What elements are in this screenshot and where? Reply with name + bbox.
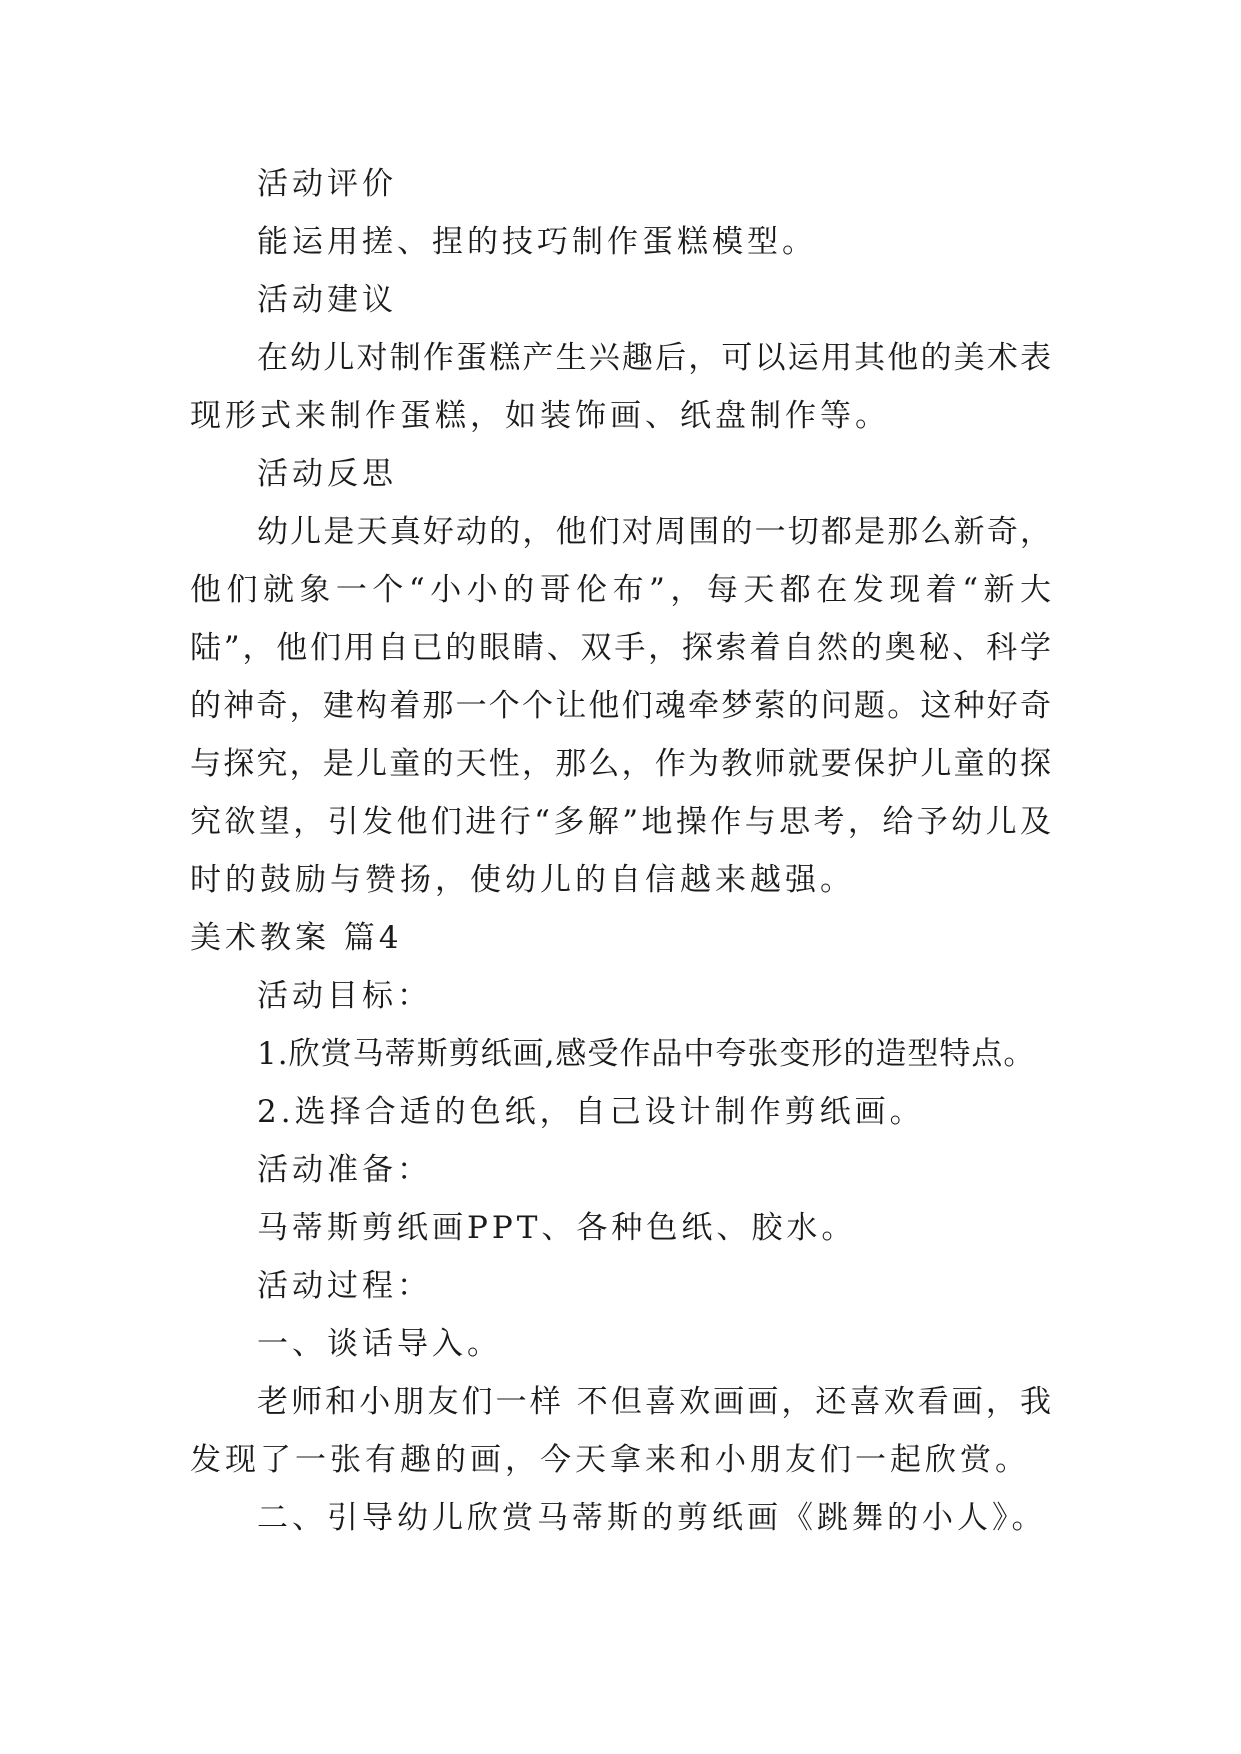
paragraph-line: 现形式来制作蛋糕，如装饰画、纸盘制作等。 — [190, 398, 890, 434]
paragraph-line: 与探究，是儿童的天性，那么，作为教师就要保护儿童的探 — [190, 746, 1052, 782]
list-item: 1.欣赏马蒂斯剪纸画,感受作品中夸张变形的造型特点。 — [257, 1036, 1036, 1072]
section-title: 美术教案 篇4 — [190, 920, 403, 956]
paragraph-line: 究欲望，引发他们进行“多解”地操作与思考，给予幼儿及 — [190, 804, 1052, 840]
paragraph-line: 幼儿是天真好动的，他们对周围的一切都是那么新奇， — [257, 514, 1052, 550]
heading-activity-evaluation: 活动评价 — [257, 166, 397, 202]
heading-activity-preparation: 活动准备： — [257, 1152, 432, 1188]
step-heading: 二、引导幼儿欣赏马蒂斯的剪纸画《跳舞的小人》。 — [257, 1500, 1047, 1536]
heading-activity-reflection: 活动反思 — [257, 456, 397, 492]
paragraph-line: 发现了一张有趣的画，今天拿来和小朋友们一起欣赏。 — [190, 1442, 1030, 1478]
paragraph-line: 陆”，他们用自已的眼睛、双手，探索着自然的奥秘、科学 — [190, 630, 1052, 666]
list-item: 2.选择合适的色纸，自己设计制作剪纸画。 — [257, 1094, 925, 1130]
paragraph-line: 时的鼓励与赞扬，使幼儿的自信越来越强。 — [190, 862, 855, 898]
heading-activity-process: 活动过程： — [257, 1268, 432, 1304]
step-heading: 一、谈话导入。 — [257, 1326, 502, 1362]
paragraph-line: 马蒂斯剪纸画PPT、各种色纸、胶水。 — [257, 1210, 857, 1246]
paragraph-line: 能运用搓、捏的技巧制作蛋糕模型。 — [257, 224, 817, 260]
paragraph-line: 在幼儿对制作蛋糕产生兴趣后，可以运用其他的美术表 — [257, 340, 1052, 376]
paragraph-line: 他们就象一个“小小的哥伦布”，每天都在发现着“新大 — [190, 572, 1052, 608]
heading-activity-suggestion: 活动建议 — [257, 282, 397, 318]
paragraph-line: 老师和小朋友们一样 不但喜欢画画，还喜欢看画，我 — [257, 1384, 1052, 1420]
heading-activity-goals: 活动目标： — [257, 978, 432, 1014]
paragraph-line: 的神奇，建构着那一个个让他们魂牵梦萦的问题。这种好奇 — [190, 688, 1052, 724]
